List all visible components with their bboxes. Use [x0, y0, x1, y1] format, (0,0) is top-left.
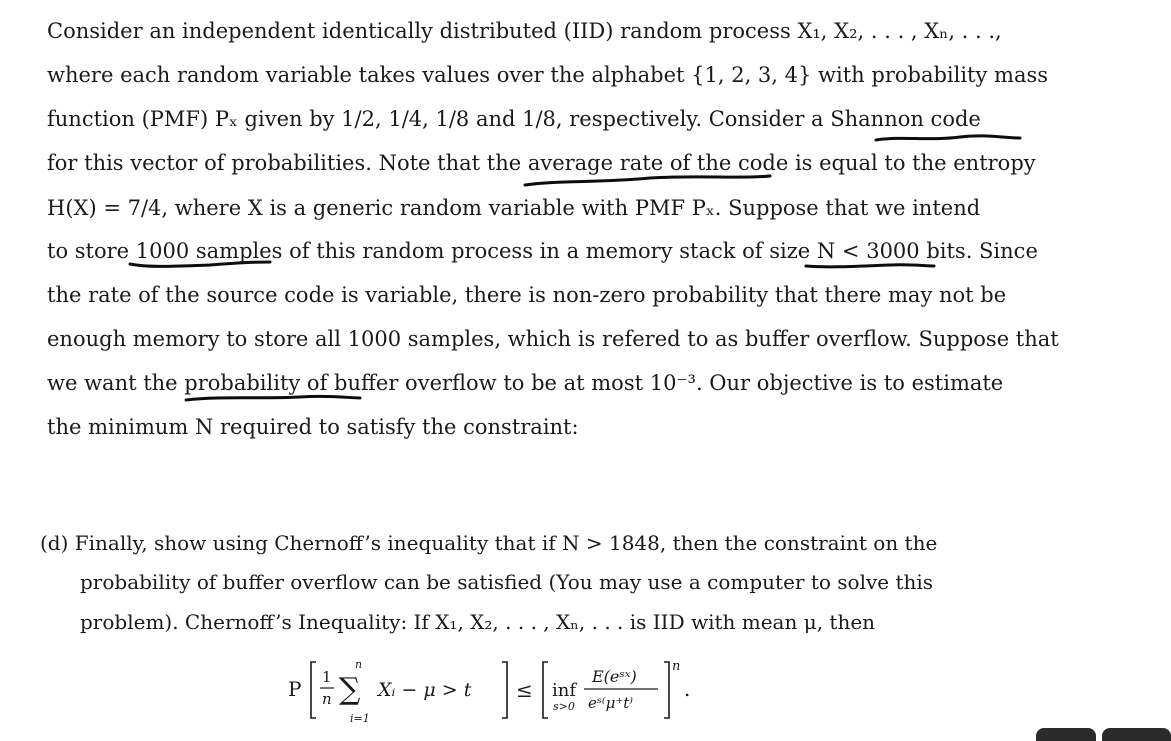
part-d-line-3: problem). Chernoff’s Inequality: If X₁, X₂, . . . , Xₙ, . . . is IID with mean μ, then — [80, 610, 876, 634]
formula-inf-right-bracket — [664, 662, 669, 718]
formula-left-bracket — [311, 662, 316, 718]
chernoff-inequality-formula — [280, 648, 920, 730]
formula-inf-operator: inf — [552, 680, 577, 701]
underline-n-bits — [806, 265, 934, 267]
formula-sum-body: Xᵢ − μ > t — [378, 679, 472, 701]
intro-line-10: the minimum N required to satisfy the constraint: — [47, 415, 579, 439]
formula-expectation-numerator: E(eˢˣ) — [592, 667, 637, 686]
formula-leq-symbol: ≤ — [516, 678, 533, 702]
intro-line-7: the rate of the source code is variable, there is non-zero probability that there may not be — [47, 283, 1007, 307]
corner-tab-right[interactable] — [1102, 728, 1171, 741]
intro-line-2: where each random variable takes values over the alphabet {1, 2, 3, 4} with probability mass — [47, 63, 1049, 87]
formula-power: n — [672, 659, 681, 674]
formula-inf-subscript: s>0 — [553, 700, 575, 713]
formula-probability-symbol: P — [288, 677, 302, 701]
intro-line-1: Consider an independent identically distributed (IID) random process X₁, X₂, . . . , Xₙ, . . ., — [47, 19, 1002, 43]
intro-line-9: we want the probability of buffer overflow to be at most 10⁻³. Our objective is to estimate — [47, 371, 1004, 395]
intro-line-8: enough memory to store all 1000 samples, which is refered to as buffer overflow. Suppose that — [47, 327, 1059, 351]
intro-line-4: for this vector of probabilities. Note that the average rate of the code is equal to the entropy — [47, 151, 1036, 175]
underline-shannon-code — [876, 136, 1020, 140]
formula-inf-left-bracket — [543, 662, 548, 718]
formula-sum-lower-limit: i=1 — [350, 712, 370, 725]
formula-sum-upper-limit: n — [355, 658, 363, 671]
formula-fraction-denominator: n — [322, 690, 332, 708]
formula-right-bracket — [502, 662, 507, 718]
corner-tab-left[interactable] — [1036, 728, 1096, 741]
formula-expectation-denominator: eˢ⁽μ⁺t⁾ — [588, 694, 633, 712]
formula-fraction-numerator: 1 — [322, 668, 332, 686]
intro-line-6: to store 1000 samples of this random process in a memory stack of size N < 3000 bits. Since — [47, 239, 1038, 263]
window-corner-widget[interactable] — [1032, 720, 1171, 741]
part-d-line-1: (d) Finally, show using Chernoff’s inequality that if N > 1848, then the constraint on the — [40, 531, 938, 555]
intro-line-5: H(X) = 7/4, where X is a generic random variable with PMF Pₓ. Suppose that we intend — [47, 196, 981, 220]
formula-period: . — [684, 677, 691, 701]
part-d-line-2: probability of buffer overflow can be satisfied (You may use a computer to solve this — [80, 570, 934, 594]
formula-sigma: ∑ — [339, 672, 361, 707]
underline-average-rate — [525, 176, 770, 185]
intro-line-3: function (PMF) Pₓ given by 1/2, 1/4, 1/8 and 1/8, respectively. Consider a Shannon code — [47, 107, 981, 131]
